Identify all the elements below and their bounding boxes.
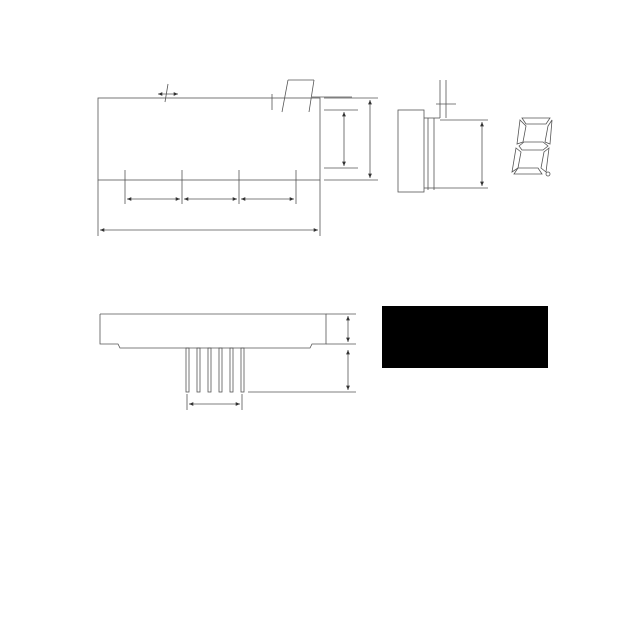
- side-view-drawing: [398, 80, 488, 192]
- top-view-body: [98, 98, 320, 180]
- photo-background: [382, 306, 548, 368]
- bottom-view-drawing: [100, 314, 356, 410]
- segment-map: [512, 118, 552, 176]
- top-view-drawing: [98, 80, 378, 236]
- display-photo: [382, 306, 548, 368]
